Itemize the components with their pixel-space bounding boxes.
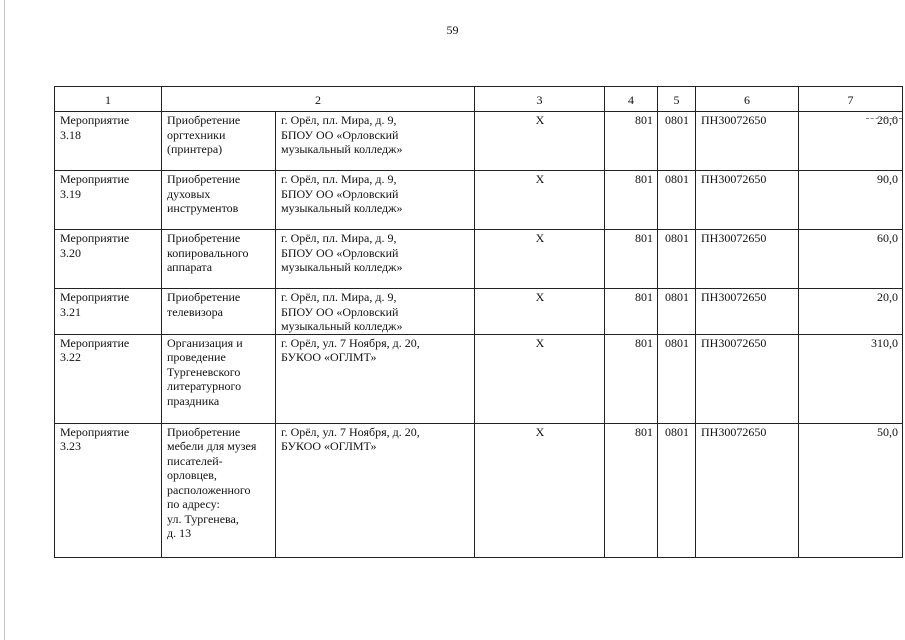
col3-cell: Х [475, 230, 605, 289]
col5-cell: 0801 [658, 334, 696, 423]
col6-cell: ПН30072650 [696, 423, 799, 557]
header-col-5: 5 [658, 87, 696, 112]
col6-cell: ПН30072650 [696, 334, 799, 423]
table-row [55, 230, 903, 289]
col7-cell: 20,0 [799, 289, 903, 335]
event-cell: Мероприятие 3.20 [55, 230, 162, 289]
col6-cell: ПН30072650 [696, 112, 799, 171]
col5-cell: 0801 [658, 230, 696, 289]
col3-cell: Х [475, 423, 605, 557]
table-row [55, 171, 903, 230]
event-cell: Мероприятие 3.23 [55, 423, 162, 557]
col5-cell: 0801 [658, 423, 696, 557]
col4-cell: 801 [605, 112, 658, 171]
col7-cell: 50,0 [799, 423, 903, 557]
col4-cell: 801 [605, 230, 658, 289]
col7-cell: 60,0 [799, 230, 903, 289]
address-cell: г. Орёл, пл. Мира, д. 9, БПОУ ОО «Орловский музыкальный колледж» [276, 289, 475, 335]
address-cell: г. Орёл, ул. 7 Ноября, д. 20, БУКОО «ОГЛМТ» [276, 334, 475, 423]
col4-cell: 801 [605, 423, 658, 557]
col4-cell: 801 [605, 171, 658, 230]
header-col-2: 2 [162, 87, 475, 112]
address-cell: г. Орёл, пл. Мира, д. 9, БПОУ ОО «Орловский музыкальный колледж» [276, 171, 475, 230]
event-cell: Мероприятие 3.22 [55, 334, 162, 423]
col3-cell: Х [475, 171, 605, 230]
col4-cell: 801 [605, 334, 658, 423]
col3-cell: Х [475, 112, 605, 171]
table-row [55, 334, 903, 423]
table-row [55, 112, 903, 171]
col5-cell: 0801 [658, 171, 696, 230]
col3-cell: Х [475, 334, 605, 423]
event-cell: Мероприятие 3.19 [55, 171, 162, 230]
name-cell: Приобретение копировального аппарата [162, 230, 276, 289]
name-cell: Приобретение духовых инструментов [162, 171, 276, 230]
address-cell: г. Орёл, ул. 7 Ноября, д. 20, БУКОО «ОГЛМТ» [276, 423, 475, 557]
header-col-7: 7 [799, 87, 903, 112]
header-col-6: 6 [696, 87, 799, 112]
header-col-3: 3 [475, 87, 605, 112]
col6-cell: ПН30072650 [696, 289, 799, 335]
col5-cell: 0801 [658, 112, 696, 171]
header-row [55, 87, 903, 112]
page-left-edge [4, 0, 5, 640]
address-cell: г. Орёл, пл. Мира, д. 9, БПОУ ОО «Орловский музыкальный колледж» [276, 112, 475, 171]
table-row [55, 423, 903, 557]
name-cell: Организация и проведение Тургеневского литературного праздника [162, 334, 276, 423]
col7-cell: 90,0 [799, 171, 903, 230]
page-number: 59 [446, 23, 459, 37]
col5-cell: 0801 [658, 289, 696, 335]
col6-cell: ПН30072650 [696, 171, 799, 230]
col7-cell: 310,0 [799, 334, 903, 423]
col6-cell: ПН30072650 [696, 230, 799, 289]
table-row [55, 289, 903, 335]
event-cell: Мероприятие 3.18 [55, 112, 162, 171]
header-col-4: 4 [605, 87, 658, 112]
event-cell: Мероприятие 3.21 [55, 289, 162, 335]
header-col-1: 1 [55, 87, 162, 112]
dash-mark [866, 118, 902, 121]
col7-cell: 20,0 [799, 112, 903, 171]
name-cell: Приобретение телевизора [162, 289, 276, 335]
col3-cell: Х [475, 289, 605, 335]
col4-cell: 801 [605, 289, 658, 335]
budget-table [54, 86, 903, 558]
name-cell: Приобретение оргтехники (принтера) [162, 112, 276, 171]
name-cell: Приобретение мебели для музея писателей- орловцев, расположенного по адресу: ул. Тургенева, д. 13 [162, 423, 276, 557]
address-cell: г. Орёл, пл. Мира, д. 9, БПОУ ОО «Орловский музыкальный колледж» [276, 230, 475, 289]
